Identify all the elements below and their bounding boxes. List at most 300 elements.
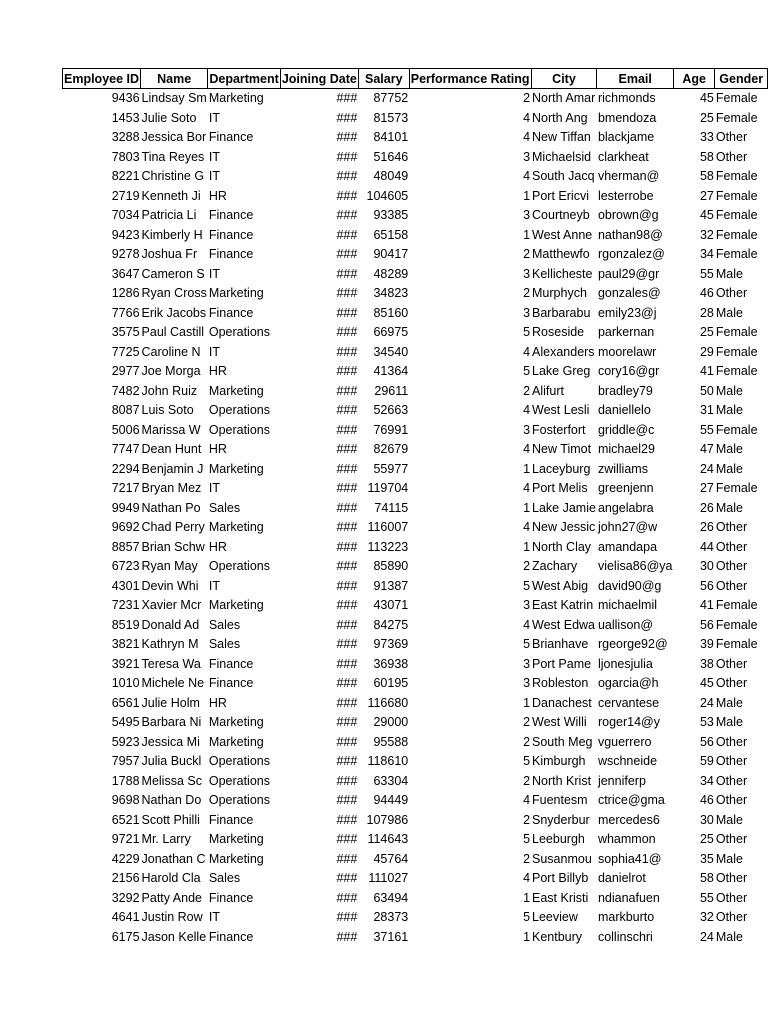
cell-joining-date[interactable]: ### [336,578,358,593]
cell-department[interactable]: Operations [208,559,270,574]
cell-salary[interactable]: 65158 [373,227,409,242]
cell-email[interactable]: jenniferp [597,773,646,788]
cell-gender[interactable]: Female [715,227,758,242]
cell-age[interactable]: 58 [699,169,714,184]
cell-employee-id[interactable]: 3921 [111,656,140,671]
cell-email[interactable]: ctrice@gma [597,793,665,808]
cell-gender[interactable]: Male [715,442,743,457]
cell-employee-id[interactable]: 4229 [111,851,140,866]
cell-joining-date[interactable]: ### [336,247,358,262]
cell-name[interactable]: Kenneth Ji [141,188,201,203]
cell-name[interactable]: Melissa Sc [141,773,202,788]
cell-email[interactable]: collinschri [597,929,653,944]
cell-joining-date[interactable]: ### [336,325,358,340]
cell-employee-id[interactable]: 7217 [111,481,140,496]
cell-name[interactable]: Jessica Bor [141,130,207,145]
cell-joining-date[interactable]: ### [336,481,358,496]
cell-gender[interactable]: Other [715,149,748,164]
cell-email[interactable]: roger14@y [597,715,660,730]
cell-performance-rating[interactable]: 2 [523,851,531,866]
cell-email[interactable]: zwilliams [597,461,648,476]
cell-joining-date[interactable]: ### [336,539,358,554]
cell-gender[interactable]: Other [715,520,748,535]
cell-name[interactable]: Jonathan C [141,851,206,866]
cell-performance-rating[interactable]: 2 [523,559,531,574]
cell-joining-date[interactable]: ### [336,617,358,632]
cell-name[interactable]: Michele Ne [141,676,205,691]
cell-salary[interactable]: 97369 [373,637,409,652]
header-joining-date[interactable]: Joining Date [280,69,358,89]
cell-name[interactable]: Patricia Li [141,208,197,223]
cell-joining-date[interactable]: ### [336,149,358,164]
cell-name[interactable]: Nathan Po [141,500,201,515]
cell-department[interactable]: HR [208,364,227,379]
cell-department[interactable]: Finance [208,929,254,944]
cell-performance-rating[interactable]: 4 [523,344,531,359]
cell-gender[interactable]: Female [715,169,758,184]
cell-performance-rating[interactable]: 5 [523,637,531,652]
cell-age[interactable]: 41 [699,364,714,379]
cell-salary[interactable]: 104605 [366,188,409,203]
cell-joining-date[interactable]: ### [336,91,358,106]
cell-employee-id[interactable]: 3292 [111,890,140,905]
cell-joining-date[interactable]: ### [336,286,358,301]
cell-department[interactable]: Marketing [208,851,264,866]
cell-email[interactable]: john27@w [597,520,658,535]
cell-joining-date[interactable]: ### [336,656,358,671]
cell-department[interactable]: IT [208,110,220,125]
cell-gender[interactable]: Other [715,286,748,301]
cell-gender[interactable]: Other [715,734,748,749]
cell-salary[interactable]: 76991 [373,422,409,437]
cell-city[interactable]: Alifurt [532,383,564,398]
cell-employee-id[interactable]: 1453 [111,110,140,125]
cell-name[interactable]: Julie Holm [141,695,200,710]
cell-email[interactable]: daniellelo [597,403,651,418]
header-department[interactable]: Department [208,69,280,89]
cell-gender[interactable]: Female [715,110,758,125]
cell-gender[interactable]: Female [715,637,758,652]
cell-department[interactable]: Finance [208,208,254,223]
cell-city[interactable]: West Anne [532,227,593,242]
cell-performance-rating[interactable]: 5 [523,325,531,340]
cell-city[interactable]: West Abig [532,578,589,593]
cell-joining-date[interactable]: ### [336,305,358,320]
cell-email[interactable]: moorelawr [597,344,657,359]
cell-department[interactable]: Finance [208,130,254,145]
cell-department[interactable]: Marketing [208,734,264,749]
cell-salary[interactable]: 93385 [373,208,409,223]
cell-gender[interactable]: Other [715,832,748,847]
cell-email[interactable]: vherman@ [597,169,660,184]
cell-city[interactable]: Laceyburg [532,461,591,476]
cell-gender[interactable]: Other [715,559,748,574]
cell-age[interactable]: 59 [699,754,714,769]
cell-gender[interactable]: Male [715,695,743,710]
cell-age[interactable]: 24 [699,461,714,476]
cell-city[interactable]: South Meg [532,734,593,749]
cell-employee-id[interactable]: 1788 [111,773,140,788]
cell-name[interactable]: Devin Whi [141,578,199,593]
cell-department[interactable]: Operations [208,773,270,788]
cell-performance-rating[interactable]: 3 [523,149,531,164]
cell-performance-rating[interactable]: 4 [523,793,531,808]
cell-department[interactable]: Marketing [208,91,264,106]
cell-age[interactable]: 45 [699,676,714,691]
cell-city[interactable]: North Ang [532,110,588,125]
cell-gender[interactable]: Female [715,188,758,203]
cell-email[interactable]: whammon [597,832,656,847]
cell-name[interactable]: Teresa Wa [141,656,201,671]
cell-name[interactable]: Julia Buckl [141,754,202,769]
cell-employee-id[interactable]: 8519 [111,617,140,632]
cell-gender[interactable]: Male [715,812,743,827]
cell-performance-rating[interactable]: 2 [523,91,531,106]
cell-employee-id[interactable]: 2719 [111,188,140,203]
cell-age[interactable]: 45 [699,91,714,106]
cell-performance-rating[interactable]: 1 [523,188,531,203]
cell-name[interactable]: Kimberly H [141,227,203,242]
cell-employee-id[interactable]: 5006 [111,422,140,437]
cell-email[interactable]: cory16@gr [597,364,660,379]
cell-age[interactable]: 27 [699,188,714,203]
cell-department[interactable]: HR [208,695,227,710]
cell-joining-date[interactable]: ### [336,598,358,613]
cell-email[interactable]: rgonzalez@ [597,247,665,262]
cell-city[interactable]: East Katrin [532,598,594,613]
cell-city[interactable]: West Lesli [532,403,590,418]
cell-salary[interactable]: 29000 [373,715,409,730]
cell-email[interactable]: bradley79 [597,383,653,398]
cell-name[interactable]: Julie Soto [141,110,197,125]
cell-city[interactable]: Leeview [532,910,578,925]
cell-department[interactable]: Operations [208,325,270,340]
cell-age[interactable]: 56 [699,617,714,632]
cell-age[interactable]: 29 [699,344,714,359]
cell-department[interactable]: HR [208,539,227,554]
cell-name[interactable]: Joe Morga [141,364,201,379]
cell-gender[interactable]: Female [715,481,758,496]
cell-city[interactable]: Robleston [532,676,589,691]
cell-gender[interactable]: Male [715,383,743,398]
cell-employee-id[interactable]: 7766 [111,305,140,320]
cell-joining-date[interactable]: ### [336,773,358,788]
cell-salary[interactable]: 116680 [367,695,409,710]
cell-name[interactable]: Luis Soto [141,403,194,418]
cell-joining-date[interactable]: ### [336,734,358,749]
header-city[interactable]: City [531,69,597,89]
cell-performance-rating[interactable]: 1 [523,461,531,476]
cell-employee-id[interactable]: 7034 [111,208,140,223]
cell-age[interactable]: 30 [699,812,714,827]
cell-employee-id[interactable]: 7231 [111,598,140,613]
cell-employee-id[interactable]: 6723 [111,559,140,574]
cell-age[interactable]: 27 [699,481,714,496]
cell-age[interactable]: 33 [699,130,714,145]
cell-gender[interactable]: Male [715,851,743,866]
cell-department[interactable]: IT [208,578,220,593]
cell-salary[interactable]: 63304 [373,773,409,788]
cell-salary[interactable]: 114643 [367,832,409,847]
cell-salary[interactable]: 36938 [373,656,409,671]
cell-joining-date[interactable]: ### [336,793,358,808]
cell-department[interactable]: Operations [208,403,270,418]
cell-department[interactable]: HR [208,442,227,457]
cell-joining-date[interactable]: ### [336,110,358,125]
cell-gender[interactable]: Other [715,578,748,593]
cell-employee-id[interactable]: 2977 [111,364,140,379]
cell-name[interactable]: Caroline N [141,344,201,359]
cell-age[interactable]: 32 [699,227,714,242]
cell-salary[interactable]: 82679 [373,442,409,457]
cell-age[interactable]: 35 [699,851,714,866]
cell-joining-date[interactable]: ### [336,227,358,242]
cell-gender[interactable]: Male [715,929,743,944]
cell-email[interactable]: richmonds [597,91,656,106]
cell-name[interactable]: Bryan Mez [141,481,202,496]
cell-department[interactable]: Operations [208,422,270,437]
cell-name[interactable]: Xavier Mcr [141,598,202,613]
cell-city[interactable]: Leeburgh [532,832,585,847]
cell-department[interactable]: HR [208,188,227,203]
cell-city[interactable]: Lake Greg [532,364,591,379]
cell-joining-date[interactable]: ### [336,461,358,476]
cell-city[interactable]: Kimburgh [532,754,586,769]
cell-performance-rating[interactable]: 2 [523,715,531,730]
cell-name[interactable]: Justin Row [141,910,203,925]
cell-age[interactable]: 25 [699,110,714,125]
cell-name[interactable]: Cameron S [141,266,205,281]
cell-gender[interactable]: Female [715,325,758,340]
cell-age[interactable]: 55 [699,422,714,437]
cell-gender[interactable]: Female [715,617,758,632]
header-salary[interactable]: Salary [358,69,409,89]
cell-joining-date[interactable]: ### [336,500,358,515]
cell-gender[interactable]: Female [715,422,758,437]
cell-performance-rating[interactable]: 2 [523,812,531,827]
cell-performance-rating[interactable]: 2 [523,286,531,301]
cell-performance-rating[interactable]: 2 [523,383,531,398]
cell-gender[interactable]: Male [715,305,743,320]
cell-gender[interactable]: Female [715,598,758,613]
cell-age[interactable]: 34 [699,773,714,788]
cell-age[interactable]: 38 [699,656,714,671]
cell-city[interactable]: North Amar [532,91,596,106]
cell-employee-id[interactable]: 8857 [111,539,140,554]
cell-city[interactable]: Brianhave [532,637,589,652]
cell-gender[interactable]: Female [715,91,758,106]
cell-email[interactable]: ljonesjulia [597,656,653,671]
cell-salary[interactable]: 85890 [373,559,409,574]
cell-employee-id[interactable]: 9949 [111,500,140,515]
cell-email[interactable]: clarkheat [597,149,649,164]
cell-joining-date[interactable]: ### [336,188,358,203]
cell-employee-id[interactable]: 1010 [111,676,140,691]
cell-performance-rating[interactable]: 4 [523,481,531,496]
cell-email[interactable]: ogarcia@h [597,676,659,691]
cell-employee-id[interactable]: 6175 [111,929,140,944]
cell-city[interactable]: Port Billyb [532,871,589,886]
cell-performance-rating[interactable]: 4 [523,130,531,145]
cell-age[interactable]: 44 [699,539,714,554]
cell-joining-date[interactable]: ### [336,364,358,379]
cell-name[interactable]: Ryan May [141,559,198,574]
cell-gender[interactable]: Other [715,773,748,788]
cell-email[interactable]: david90@g [597,578,662,593]
cell-salary[interactable]: 43071 [373,598,409,613]
cell-performance-rating[interactable]: 3 [523,305,531,320]
cell-city[interactable]: Roseside [532,325,585,340]
cell-performance-rating[interactable]: 1 [523,695,531,710]
cell-email[interactable]: cervantese [597,695,660,710]
cell-department[interactable]: Marketing [208,383,264,398]
cell-department[interactable]: Sales [208,500,241,515]
cell-department[interactable]: IT [208,481,220,496]
cell-city[interactable]: West Edwa [532,617,596,632]
cell-email[interactable]: griddle@c [597,422,655,437]
cell-employee-id[interactable]: 8221 [111,169,140,184]
cell-age[interactable]: 46 [699,286,714,301]
cell-gender[interactable]: Female [715,364,758,379]
cell-city[interactable]: Lake Jamie [532,500,596,515]
cell-age[interactable]: 45 [699,208,714,223]
cell-employee-id[interactable]: 3288 [111,130,140,145]
cell-joining-date[interactable]: ### [336,754,358,769]
cell-salary[interactable]: 34823 [373,286,409,301]
cell-joining-date[interactable]: ### [336,695,358,710]
cell-email[interactable]: greenjenn [597,481,654,496]
cell-salary[interactable]: 48049 [373,169,409,184]
cell-city[interactable]: Snyderbur [532,812,590,827]
cell-email[interactable]: vielisa86@ya [597,559,673,574]
cell-employee-id[interactable]: 3575 [111,325,140,340]
cell-email[interactable]: nathan98@ [597,227,663,242]
cell-age[interactable]: 58 [699,871,714,886]
cell-salary[interactable]: 116007 [367,520,409,535]
cell-joining-date[interactable]: ### [336,871,358,886]
cell-name[interactable]: Jason Kelle [141,929,207,944]
cell-joining-date[interactable]: ### [336,832,358,847]
cell-name[interactable]: Patty Ande [141,890,202,905]
cell-joining-date[interactable]: ### [336,715,358,730]
cell-city[interactable]: New Timot [532,442,592,457]
cell-age[interactable]: 34 [699,247,714,262]
cell-city[interactable]: West Willi [532,715,587,730]
cell-city[interactable]: North Krist [532,773,592,788]
cell-name[interactable]: Paul Castill [141,325,205,340]
cell-joining-date[interactable]: ### [336,929,358,944]
cell-city[interactable]: Courtneyb [532,208,590,223]
cell-employee-id[interactable]: 2156 [111,871,140,886]
cell-department[interactable]: Marketing [208,286,264,301]
cell-employee-id[interactable]: 9721 [111,832,140,847]
cell-employee-id[interactable]: 6561 [111,695,140,710]
cell-employee-id[interactable]: 3647 [111,266,140,281]
header-age[interactable]: Age [673,69,714,89]
cell-department[interactable]: Sales [208,617,241,632]
cell-gender[interactable]: Male [715,403,743,418]
cell-email[interactable]: emily23@j [597,305,657,320]
cell-name[interactable]: Donald Ad [141,617,200,632]
cell-gender[interactable]: Male [715,500,743,515]
cell-department[interactable]: Finance [208,656,254,671]
header-gender[interactable]: Gender [715,69,768,89]
cell-performance-rating[interactable]: 4 [523,403,531,418]
cell-department[interactable]: Finance [208,812,254,827]
cell-gender[interactable]: Other [715,656,748,671]
cell-employee-id[interactable]: 8087 [111,403,140,418]
cell-name[interactable]: Lindsay Sm [141,91,207,106]
cell-email[interactable]: lesterrobe [597,188,654,203]
cell-salary[interactable]: 84275 [373,617,409,632]
cell-email[interactable]: parkernan [597,325,655,340]
cell-gender[interactable]: Female [715,208,758,223]
cell-city[interactable]: Alexanders [532,344,595,359]
cell-salary[interactable]: 107986 [366,812,409,827]
cell-age[interactable]: 50 [699,383,714,398]
cell-performance-rating[interactable]: 5 [523,364,531,379]
cell-gender[interactable]: Other [715,871,748,886]
cell-department[interactable]: Marketing [208,715,264,730]
cell-employee-id[interactable]: 6521 [111,812,140,827]
cell-department[interactable]: Sales [208,871,241,886]
cell-employee-id[interactable]: 3821 [111,637,140,652]
cell-salary[interactable]: 87752 [373,91,409,106]
cell-department[interactable]: IT [208,266,220,281]
cell-age[interactable]: 56 [699,734,714,749]
cell-salary[interactable]: 111027 [368,871,409,886]
cell-employee-id[interactable]: 9278 [111,247,140,262]
cell-city[interactable]: North Clay [532,539,592,554]
cell-name[interactable]: Scott Philli [141,812,200,827]
cell-name[interactable]: Brian Schw [141,539,205,554]
cell-performance-rating[interactable]: 1 [523,929,531,944]
cell-employee-id[interactable]: 9698 [111,793,140,808]
cell-department[interactable]: Marketing [208,598,264,613]
cell-department[interactable]: IT [208,910,220,925]
cell-city[interactable]: Port Melis [532,481,588,496]
cell-name[interactable]: Marissa W [141,422,201,437]
cell-email[interactable]: rgeorge92@ [597,637,668,652]
cell-salary[interactable]: 95588 [373,734,409,749]
cell-age[interactable]: 26 [699,520,714,535]
cell-department[interactable]: Finance [208,890,254,905]
cell-department[interactable]: Operations [208,793,270,808]
cell-gender[interactable]: Female [715,247,758,262]
cell-joining-date[interactable]: ### [336,266,358,281]
cell-salary[interactable]: 29611 [374,383,409,398]
cell-salary[interactable]: 66975 [373,325,409,340]
cell-employee-id[interactable]: 9692 [111,520,140,535]
cell-name[interactable]: John Ruiz [141,383,198,398]
cell-age[interactable]: 47 [699,442,714,457]
cell-performance-rating[interactable]: 3 [523,208,531,223]
cell-performance-rating[interactable]: 5 [523,578,531,593]
cell-email[interactable]: blackjame [597,130,655,145]
cell-salary[interactable]: 51646 [373,149,409,164]
cell-city[interactable]: Zachary [532,559,578,574]
cell-joining-date[interactable]: ### [336,637,358,652]
cell-email[interactable]: michael29 [597,442,655,457]
cell-joining-date[interactable]: ### [336,520,358,535]
cell-salary[interactable]: 45764 [373,851,409,866]
cell-employee-id[interactable]: 5923 [111,734,140,749]
cell-performance-rating[interactable]: 3 [523,266,531,281]
cell-gender[interactable]: Other [715,130,748,145]
cell-salary[interactable]: 84101 [373,130,409,145]
cell-joining-date[interactable]: ### [336,890,358,905]
cell-email[interactable]: michaelmil [597,598,657,613]
